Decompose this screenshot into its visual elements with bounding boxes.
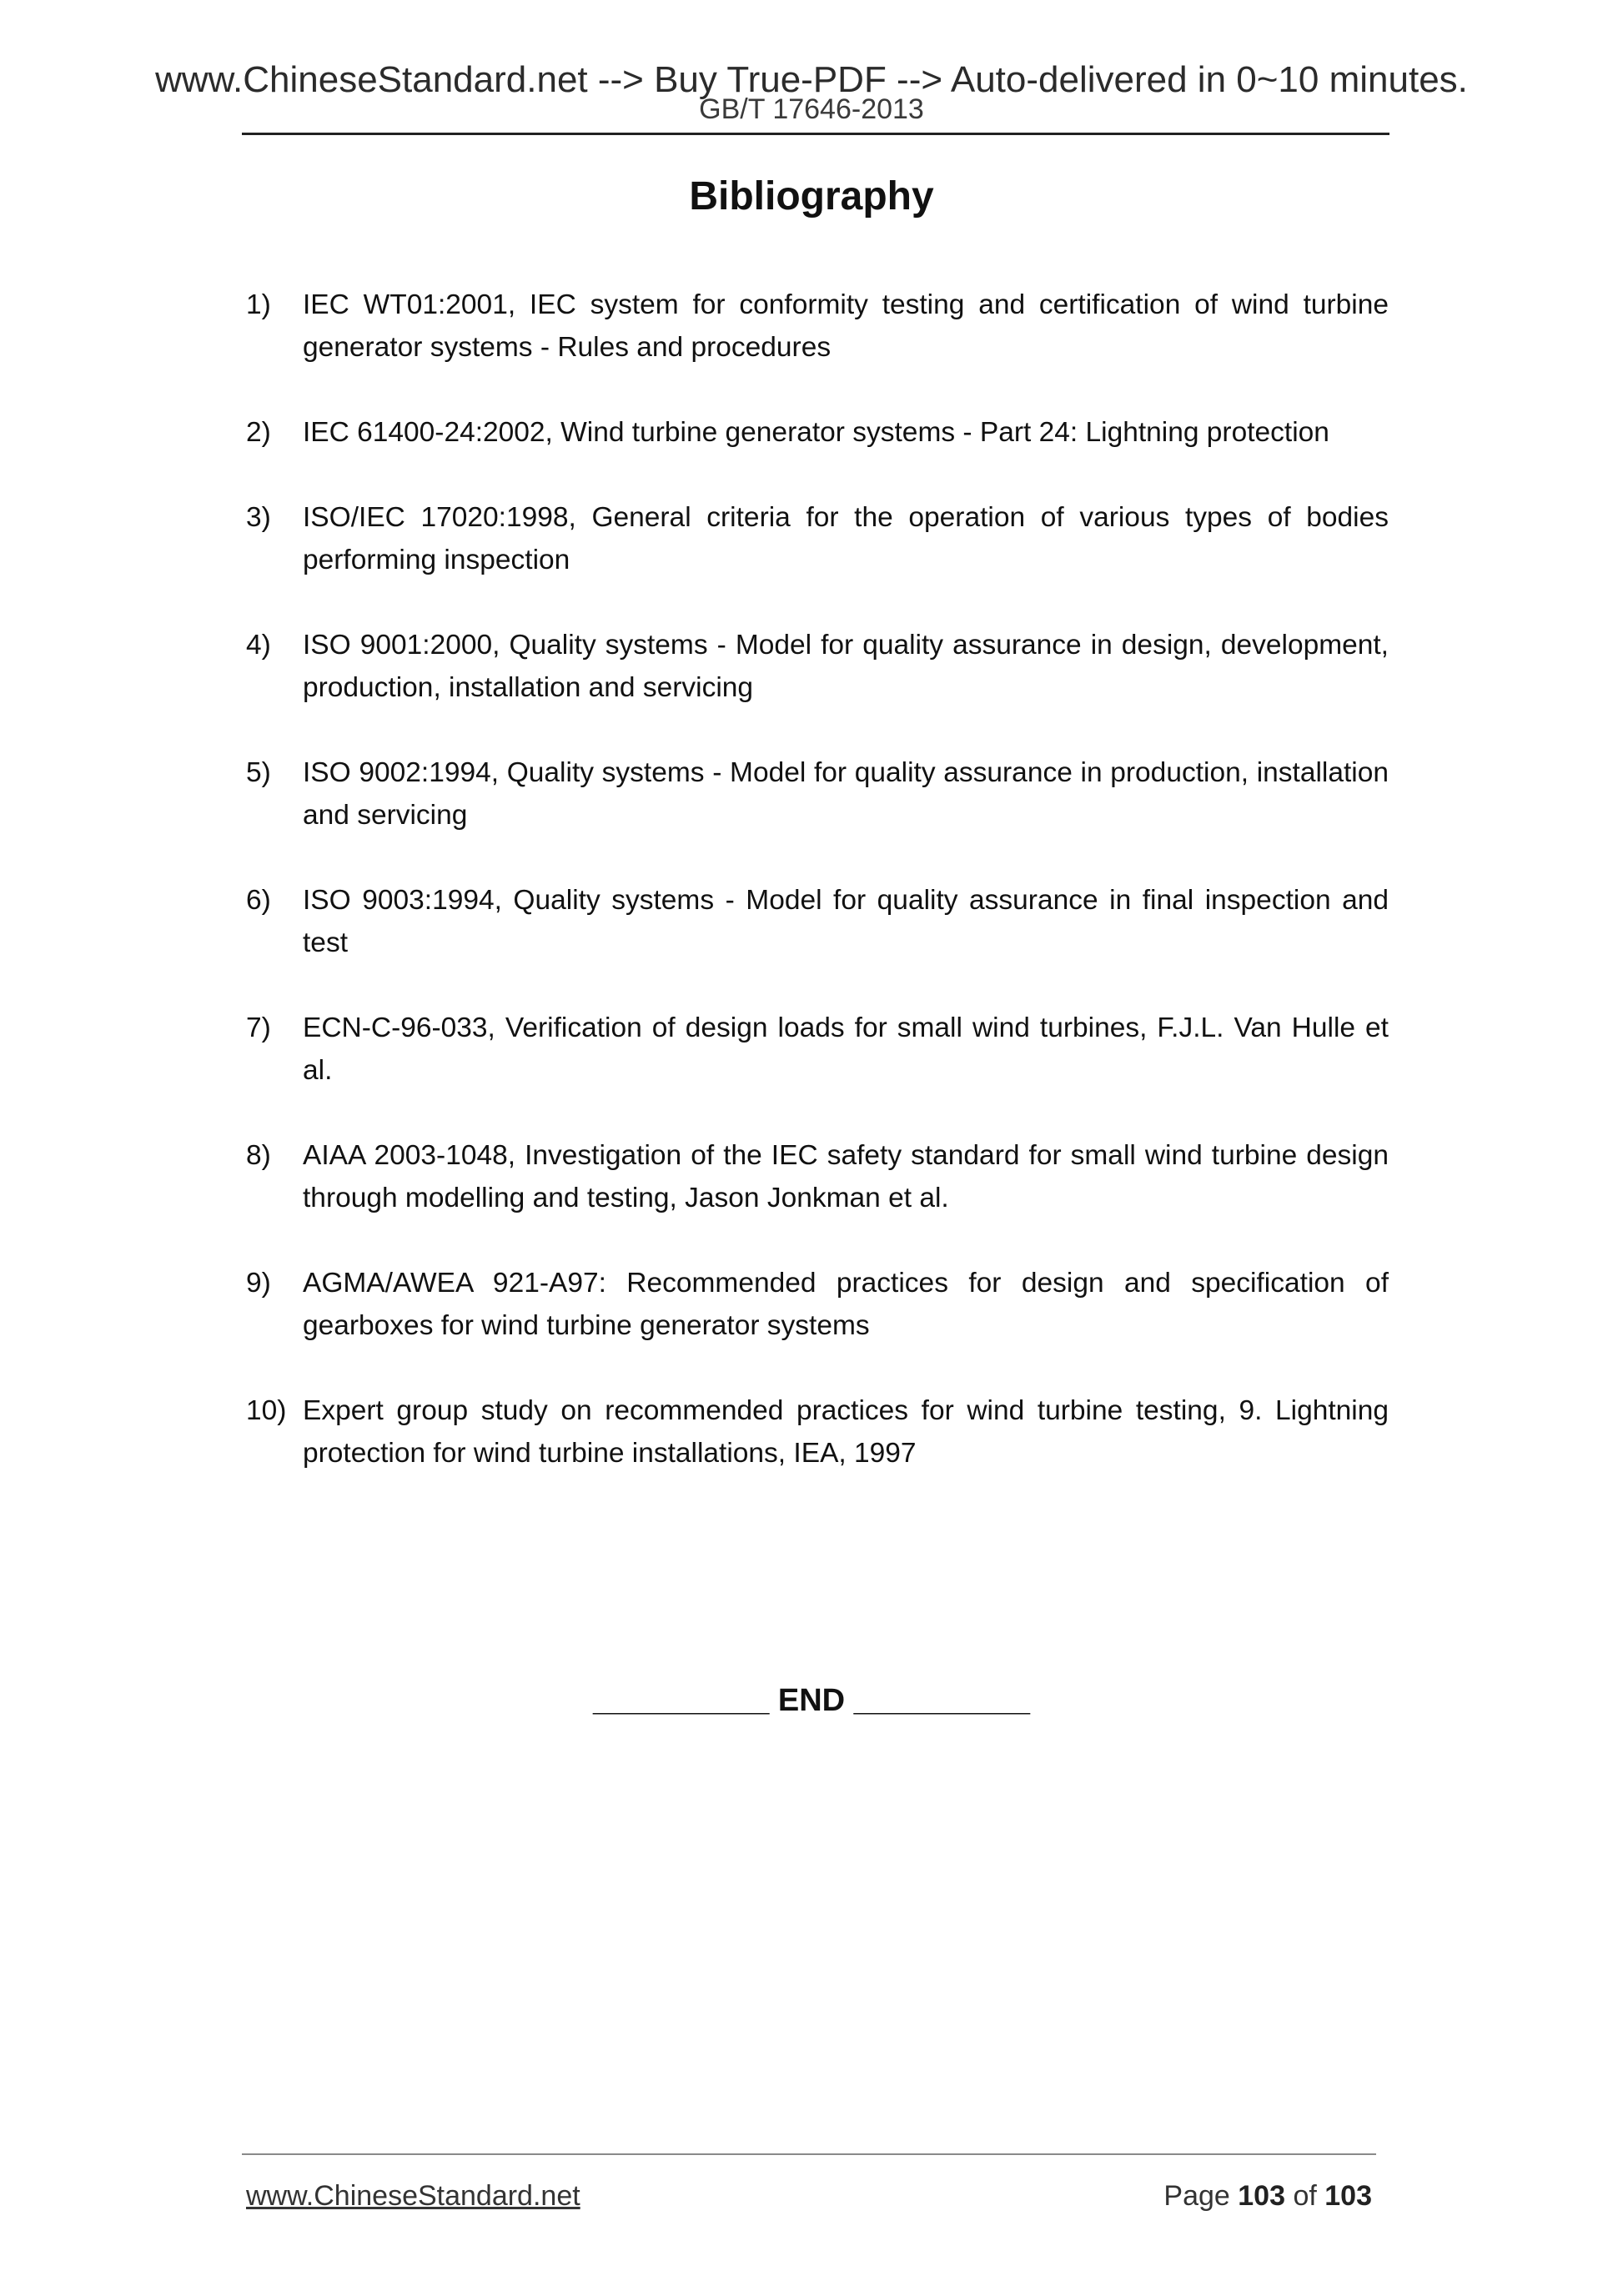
footer-site-link[interactable]: www.ChineseStandard.net (246, 2180, 580, 2212)
purchase-banner: www.ChineseStandard.net --> Buy True-PDF --> Auto-delivered in 0~10 minutes. (155, 59, 1468, 100)
entry-text: ISO 9003:1994, Quality systems - Model for quality assurance in final inspection and test (303, 885, 1389, 958)
entry-number: 9) (246, 1268, 271, 1299)
bibliography-entry (246, 1134, 1389, 1219)
entry-number: 6) (246, 885, 271, 916)
entry-number: 7) (246, 1012, 271, 1043)
entry-number: 3) (246, 502, 271, 533)
entry-text: IEC WT01:2001, IEC system for conformity testing and certification of wind turbine generator systems - Rules and procedures (303, 289, 1389, 363)
entry-text: IEC 61400-24:2002, Wind turbine generator systems - Part 24: Lightning protection (303, 417, 1329, 448)
footer-divider (242, 2153, 1376, 2155)
page-label: Page (1163, 2180, 1230, 2212)
page-current: 103 (1238, 2180, 1285, 2212)
header-divider (242, 133, 1389, 135)
entry-text: ISO 9002:1994, Quality systems - Model for quality assurance in production, installation and servicing (303, 757, 1389, 831)
entry-number: 1) (246, 289, 271, 320)
entry-number: 4) (246, 630, 271, 661)
bibliography-entry (246, 751, 1389, 837)
bibliography-list (246, 284, 1389, 1517)
bibliography-entry (246, 496, 1389, 581)
entry-number: 5) (246, 757, 271, 788)
end-marker: __________ END __________ (592, 1683, 1031, 1718)
entry-text: ISO 9001:2000, Quality systems - Model for quality assurance in design, development, production, installation and servicing (303, 630, 1389, 703)
entry-number: 10) (246, 1395, 287, 1426)
bibliography-entry (246, 411, 1389, 454)
entry-text: ECN-C-96-033, Verification of design loads for small wind turbines, F.J.L. Van Hulle et al. (303, 1012, 1389, 1086)
bibliography-entry (246, 624, 1389, 709)
page-of-label: of (1293, 2180, 1317, 2212)
bibliography-entry (246, 284, 1389, 369)
entry-text: AGMA/AWEA 921-A97: Recommended practices for design and specification of gearboxes for wind turbine generator systems (303, 1268, 1389, 1341)
entry-text: ISO/IEC 17020:1998, General criteria for the operation of various types of bodies performing inspection (303, 502, 1389, 575)
bibliography-entry (246, 1389, 1389, 1475)
page-title: Bibliography (689, 174, 934, 219)
entry-number: 2) (246, 417, 271, 448)
page-number (1163, 2182, 1372, 2210)
entry-number: 8) (246, 1140, 271, 1171)
page-total: 103 (1324, 2180, 1372, 2212)
bibliography-entry (246, 1262, 1389, 1347)
entry-text: AIAA 2003-1048, Investigation of the IEC safety standard for small wind turbine design through modelling and testing, Jason Jonkman et al. (303, 1140, 1389, 1213)
document-code: GB/T 17646-2013 (699, 93, 924, 125)
bibliography-entry (246, 879, 1389, 964)
bibliography-entry (246, 1007, 1389, 1092)
entry-text: Expert group study on recommended practices for wind turbine testing, 9. Lightning protection for wind turbine installations, IEA, 1997 (303, 1395, 1389, 1469)
